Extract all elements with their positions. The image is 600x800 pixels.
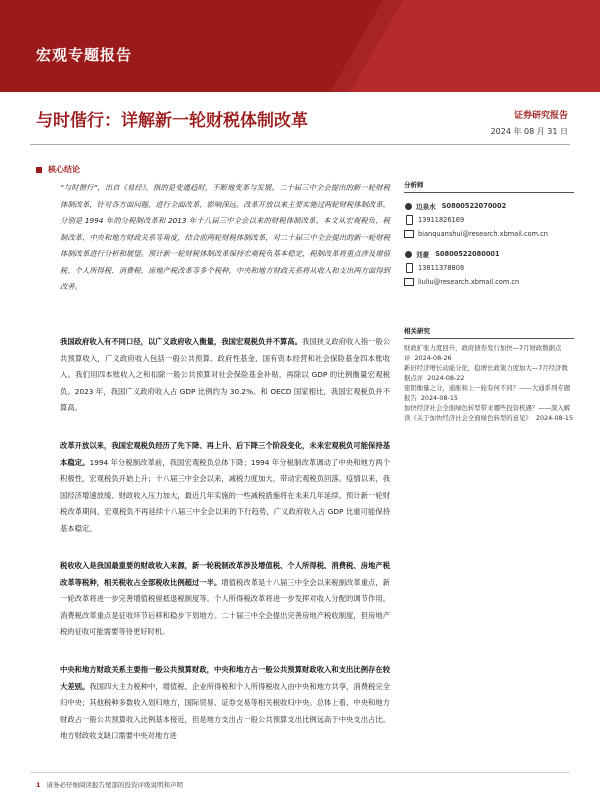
- paragraph-3: [60, 558, 390, 641]
- paragraph-4: [60, 662, 390, 764]
- related-item[interactable]: [404, 343, 574, 363]
- analyst-phone: 13911826169: [418, 216, 465, 224]
- analyst-phone: 13811378808: [418, 264, 465, 272]
- analyst-panel: [404, 180, 574, 289]
- analyst-code: S0800522070002: [441, 202, 507, 210]
- analyst-email[interactable]: liuliu@research.xbmail.com.cn: [418, 278, 520, 286]
- related-item-date: 2024-08-15: [535, 414, 574, 422]
- paragraph-3-body: 增值税改革是十八届三中全会以来税制改革重点，新一轮改革将进一步完善增值税留抵退税制度等。个人所得税改革将进一步发挥对收入分配的调节作用。消费税改革重点是征收环节后移和稳步下划地方。二十届三中全会提出完善房地产税收制度，但房地产税的征收可能需要等待更好时机。: [60, 577, 391, 636]
- paragraph-1: [60, 334, 390, 417]
- analyst-email[interactable]: bianquanshui@research.xbmail.com.cn: [418, 230, 548, 238]
- related-item-title: 加快经济社会全面绿色转型带来哪些投资机遇？——深入解读《关于加快经济社会全面绿色转型的意见》: [404, 404, 571, 422]
- related-item[interactable]: [404, 403, 574, 423]
- phone-icon: [406, 263, 413, 273]
- mail-icon: [404, 230, 414, 238]
- person-icon: [405, 203, 412, 210]
- related-item[interactable]: [404, 383, 574, 403]
- report-title: 与时偕行：详解新一轮财税体制改革: [36, 111, 308, 131]
- analyst-2: [404, 247, 574, 289]
- bullet-icon: [36, 167, 42, 173]
- related-item-date: 2024-08-22: [427, 374, 465, 382]
- analyst-code: S0800522080001: [435, 250, 500, 258]
- phone-icon: [406, 215, 413, 225]
- related-item[interactable]: [404, 363, 574, 383]
- related-item-date: 2024-08-26: [414, 354, 452, 362]
- footer: [36, 780, 183, 789]
- mail-icon: [404, 278, 414, 286]
- intro-paragraph: “与时偕行”，出自《易经》，指的是变通趋时，不断地变革与发展。二十届三中全会提出的新一轮财税体制改革，针对各方面问题，进行全面改革，影响深远。改革开放以来主要实施过两轮财税体制改革，分别是 1994 年的分税制改革和 2013 年十八届三中全会以来的财税体制改革。本文从宏观税负、税制改革、中央和地方财政关系等角度，结合前两轮财税体制改革，对二十届三中全会提出的新一轮财税体制改革进行分析和展望。预计新一轮财税体制改革保持宏观税负基本稳定，税制改革将重点涉及增值税、个人所得税、消费税、房地产税改革等多个税种，中央和地方财政关系将从收入和支出两方面得到改善。: [60, 183, 390, 291]
- footer-divider: [30, 772, 570, 773]
- paragraph-2-body: 1994 年分税制改革前，我国宏观税负总体下降；1994 年分税制改革调动了中央和地方两个积极性，宏观税负开始上升；十八届三中全会以来，减税力度加大，带动宏观税负回落。疫情以来，我国经济增速放缓、财政收入压力加大，最近几年实施的一些减税措施将在未来几年延续。预计新一轮财税改革期间，宏观税负不再延续十八届三中全会以来的下行趋势，广义政府收入占 GDP 比重可能保持基本稳定。: [60, 457, 390, 533]
- top-banner: [0, 0, 600, 92]
- analyst-1: [404, 199, 574, 241]
- paragraph-1-lead: 我国政府收入有不同口径，以广义政府收入衡量，我国宏观税负并不算高。: [60, 337, 303, 346]
- paragraph-2-lead: 改革开放以来，我国宏观税负经历了先下降、再上升、后下降三个阶段变化，未来宏观税负可能保持基本稳定。: [60, 441, 390, 467]
- report-date: 2024 年 08 月 31 日: [490, 127, 568, 136]
- footer-disclaimer: 请务必仔细阅读报告尾部的投资评级说明和声明: [46, 781, 184, 789]
- paragraph-3-lead: 税收收入是我国最重要的财政收入来源，新一轮税制改革涉及增值税、个人所得税、消费税、房地产税改革等税种，相关税收占全部税收比例超过一半。: [60, 561, 390, 587]
- related-list: [404, 343, 574, 423]
- analyst-title: 分析师: [404, 180, 574, 193]
- related-item-title: 新旧经济增长动能分化，稳增长政策力度加大—7月经济数据点评: [404, 364, 568, 382]
- report-category: 宏观专题报告: [36, 46, 133, 64]
- page-number: 1: [36, 781, 41, 789]
- brand-label: 证券研究报告: [513, 111, 568, 121]
- analyst-name: 刘豪: [416, 251, 430, 259]
- paragraph-4-lead: 中央和地方财政关系主要指一般公共预算财政，中央和地方占一般公共预算财政收入和支出比例存在较大差别。: [60, 665, 390, 691]
- person-icon: [405, 251, 412, 258]
- paragraph-4-body: 我国四大主力税种中，增值税、企业所得税和个人所得税收入由中央和地方共享，消费税完全归中央；其他税种多数收入划归地方，国际贸易、证券交易等相关税收归中央。总体上看，中央和地方财政占一般公共预算收入比例基本接近，但是地方支出占一般公共预算支出比例远高于中央支出占比。地方财政收支缺口需要中央对地方进: [60, 681, 390, 740]
- section-heading: [36, 164, 80, 175]
- paragraph-2: [60, 438, 390, 537]
- section-heading-label: 核心结论: [48, 165, 80, 174]
- related-title: 相关研究: [404, 326, 574, 339]
- paragraph-1-body: 我国狭义政府收入指一般公共预算收入，广义政府收入包括一般公共预算、政府性基金、国有资本经营和社会保险基金四本账收入。我们用四本账收入之和扣除一般公共预算对社会保险基金补贴，再除以 GDP 的比例衡量宏观税负。2023 年，我国广义政府收入占 GDP 比例约为 30.2%。和 OECD 国家相比，我国宏观税负并不算高。: [60, 337, 391, 412]
- analyst-name: 边泉水: [416, 203, 436, 211]
- summary-body: [60, 180, 390, 296]
- divider: [30, 144, 570, 145]
- related-item-title: 财政扩张力度回升，政府债券发行加快—7月财政数据点评: [404, 344, 562, 362]
- related-item-date: 2024-08-15: [420, 394, 458, 402]
- related-panel: [404, 326, 574, 423]
- related-item-title: 密钥衡量之分，通胀和上一轮有何不同？——大通系列专题报告: [404, 384, 571, 402]
